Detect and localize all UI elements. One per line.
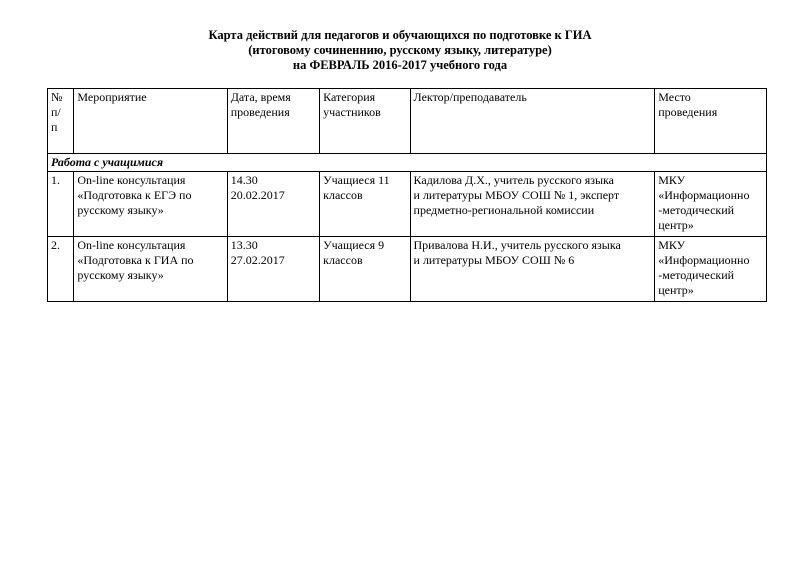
cell-event: [74, 237, 227, 302]
cell-event-text: On-line консультация «Подготовка к ГИА по русскому языку»: [77, 238, 194, 282]
cell-event-text: On-line консультация «Подготовка к ЕГЭ по русскому языку»: [77, 173, 192, 217]
cell-place: [655, 172, 767, 237]
cell-lecturer-text: Кадилова Д.Х., учитель русского языка и литературы МБОУ СОШ № 1, эксперт предметно-региональной комиссии: [413, 173, 620, 217]
cell-datetime: [227, 172, 319, 237]
cell-category-text: Учащиеся 9 классов: [323, 238, 385, 267]
header-event-label: Мероприятие: [77, 90, 147, 104]
header-number-label: № п/ п: [51, 90, 63, 134]
cell-datetime: [227, 237, 319, 302]
table-row: [48, 172, 767, 237]
cell-event: [74, 172, 227, 237]
cell-number: [48, 237, 74, 302]
table-header-row: [48, 89, 767, 154]
cell-number-text: 1.: [51, 173, 60, 187]
document-title: [0, 28, 800, 73]
header-lecturer: [410, 89, 655, 154]
cell-lecturer: [410, 172, 655, 237]
section-title: Работа с учащимися: [48, 154, 767, 172]
header-category-label: Категория участников: [323, 90, 381, 119]
title-line-3: на ФЕВРАЛЬ 2016-2017 учебного года: [292, 58, 508, 72]
cell-category-text: Учащиеся 11 классов: [323, 173, 390, 202]
cell-place-text: МКУ «Информационно -методический центр»: [658, 238, 750, 297]
header-place: [655, 89, 767, 154]
cell-category: [320, 172, 410, 237]
header-category: [320, 89, 410, 154]
section-row: [48, 154, 767, 172]
cell-datetime-text: 14.30 20.02.2017: [230, 173, 285, 202]
header-lecturer-label: Лектор/преподаватель: [413, 90, 527, 104]
cell-place-text: МКУ «Информационно -методический центр»: [658, 173, 750, 232]
title-line-2: (итоговому сочиненнию, русскому языку, литературе): [248, 43, 552, 57]
header-number: [48, 89, 74, 154]
table-row: [48, 237, 767, 302]
cell-lecturer: [410, 237, 655, 302]
cell-number-text: 2.: [51, 238, 60, 252]
cell-category: [320, 237, 410, 302]
cell-place: [655, 237, 767, 302]
title-line-1: Карта действий для педагогов и обучающихся по подготовке к ГИА: [208, 28, 592, 42]
action-plan-table: [47, 88, 767, 302]
header-place-label: Место проведения: [658, 90, 718, 119]
cell-datetime-text: 13.30 27.02.2017: [230, 238, 285, 267]
header-datetime: [227, 89, 319, 154]
header-datetime-label: Дата, время проведения: [230, 90, 291, 119]
header-event: [74, 89, 227, 154]
cell-number: [48, 172, 74, 237]
cell-lecturer-text: Привалова Н.И., учитель русского языка и литературы МБОУ СОШ № 6: [413, 238, 621, 267]
